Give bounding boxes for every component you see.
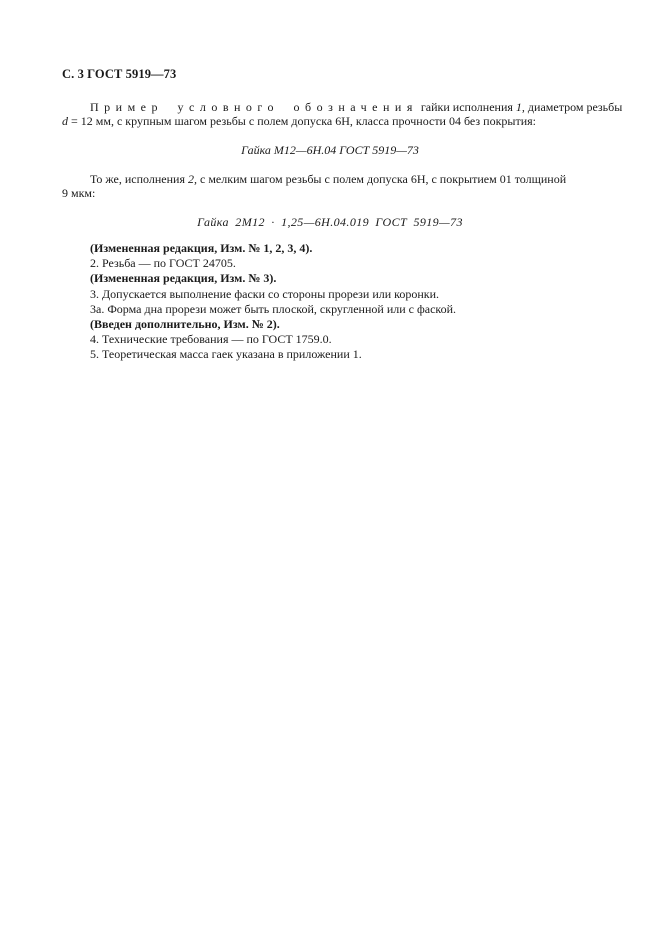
- execution-number: 1,: [515, 100, 525, 114]
- note-line: 5. Теоретическая масса гаек указана в приложении 1.: [90, 347, 362, 362]
- designation-example-line-2: [62, 114, 598, 128]
- second-example-paragraph: [62, 172, 598, 200]
- diameter-symbol: d: [62, 114, 68, 128]
- example-line-2-text: = 12 мм, с крупным шагом резьбы с полем допуска 6H, класса прочности 04 без покрытия:: [68, 114, 536, 128]
- designation-formula-2: Гайка 2М12 · 1,25—6Н.04.019 ГОСТ 5919—73: [197, 215, 463, 229]
- example-lead-rest-b: диаметром резьбы: [524, 100, 623, 114]
- note-line: (Измененная редакция, Изм. № 1, 2, 3, 4).: [90, 241, 313, 255]
- note-line: 2. Резьба — по ГОСТ 24705.: [90, 256, 236, 271]
- designation-formula-1: Гайка М12—6Н.04 ГОСТ 5919—73: [241, 143, 419, 157]
- example-lead-spaced: Пример условного обозначения: [90, 100, 418, 114]
- note-line: 3. Допускается выполнение фаски со стороны прорези или коронки.: [90, 286, 440, 301]
- designation-example-paragraph: [62, 100, 623, 128]
- example-lead-rest-a: гайки исполнения: [417, 100, 516, 114]
- designation-example-line-1: [62, 100, 623, 114]
- second-example-line-2: 9 мкм:: [62, 186, 96, 200]
- second-example-part-b: с мелким шагом резьбы с полем допуска 6Н, с покрытием 01 толщиной: [197, 172, 567, 186]
- second-example-part-a: То же, исполнения: [90, 172, 188, 186]
- note-line: (Измененная редакция, Изм. № 3).: [90, 271, 277, 286]
- execution-number-2: 2,: [188, 172, 197, 186]
- note-line: 3а. Форма дна прорези может быть плоской, скругленной или с фаской.: [90, 301, 457, 316]
- note-line: 4. Технические требования — по ГОСТ 1759.0.: [90, 332, 332, 347]
- page-header: С. 3 ГОСТ 5919—73: [62, 67, 177, 81]
- notes-list: [90, 241, 600, 363]
- note-line: (Введен дополнительно, Изм. № 2).: [90, 316, 280, 331]
- second-example-line-1: [62, 172, 598, 186]
